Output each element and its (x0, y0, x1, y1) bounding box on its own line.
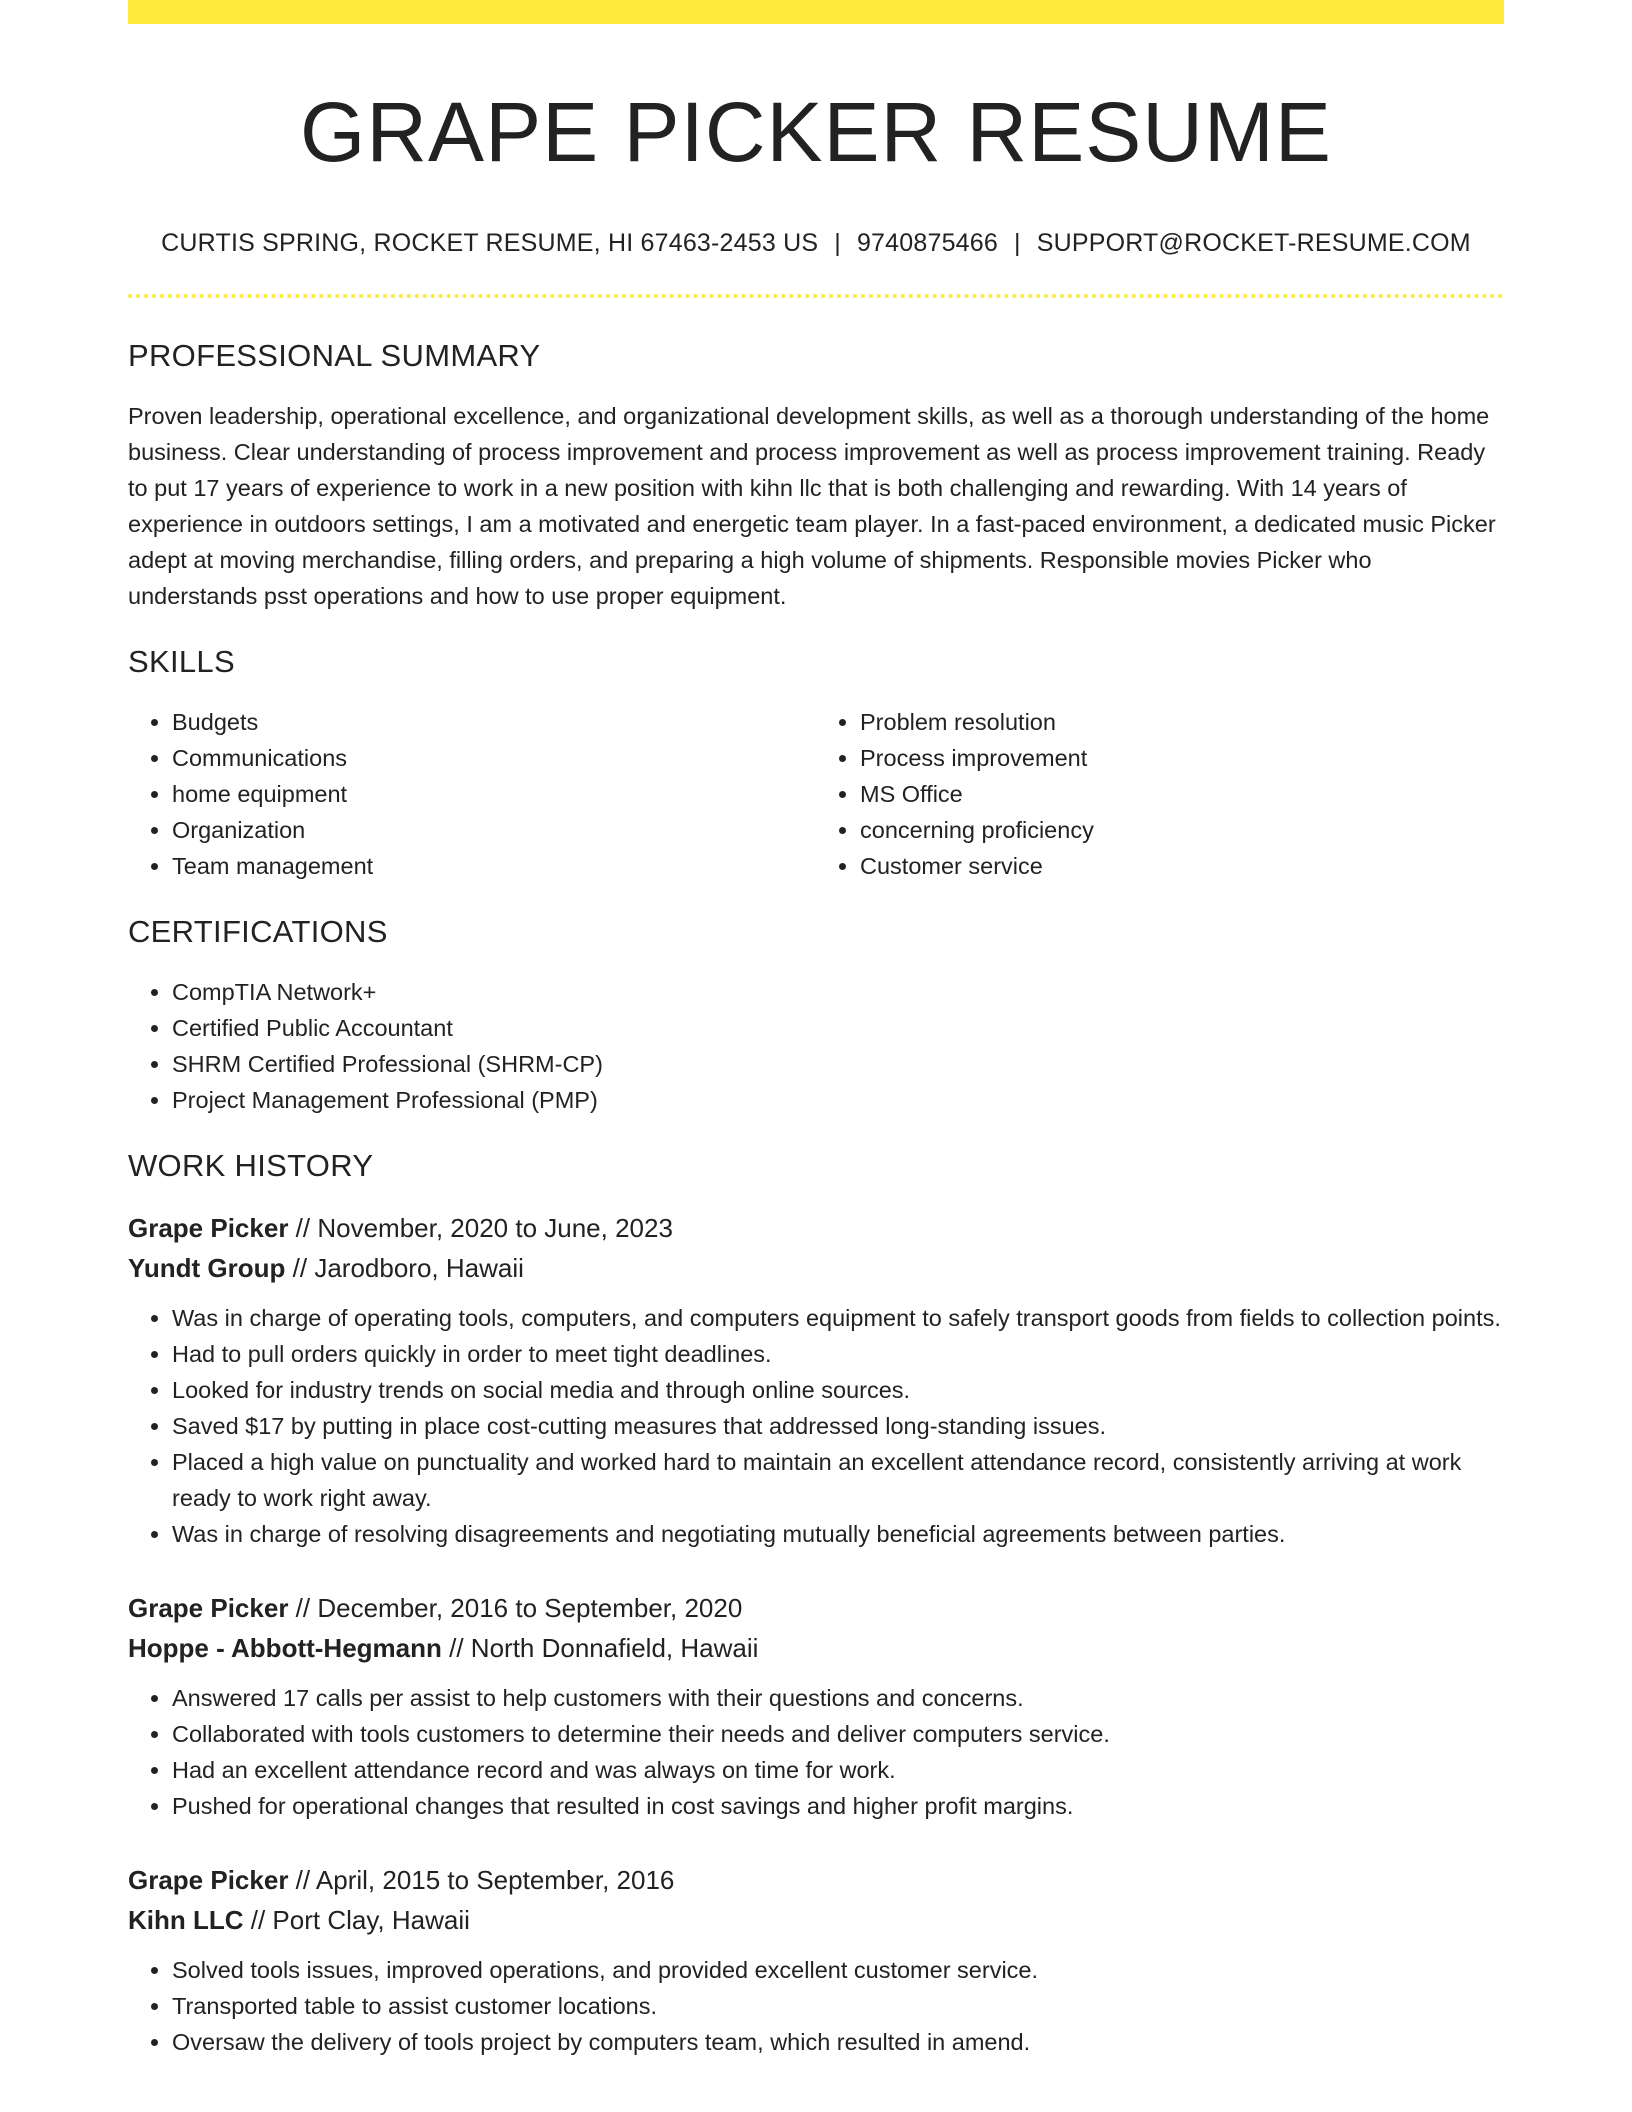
job-bullet: • Oversaw the delivery of tools project by computers team, which resulted in amend. (172, 2024, 1504, 2060)
job-company: Hoppe - Abbott-Hegmann (128, 1632, 442, 1663)
job-company: Yundt Group (128, 1252, 286, 1283)
work-history-list (128, 1208, 1504, 2060)
job-bullets (128, 1952, 1504, 2060)
job-company-line (128, 1248, 1504, 1288)
contact-separator: | (834, 228, 841, 257)
skill-item: • Communications (172, 740, 816, 776)
job-dates: // April, 2015 to September, 2016 (295, 1864, 675, 1895)
summary-text: Proven leadership, operational excellence, and organizational development skills, as well as a thorough understanding of the home business. Clear understanding of process improvement and process improvement as well as process improvement training. Ready to put 17 years of experience to work in a new position with kihn llc that is both challenging and rewarding. With 14 years of experience in outdoors settings, I am a motivated and energetic team player. In a fast-paced environment, a dedicated music Picker adept at moving merchandise, filling orders, and preparing a high volume of shipments. Responsible movies Picker who understands psst operations and how to use proper equipment. (128, 402, 1496, 609)
skill-item: • concerning proficiency (860, 812, 1504, 848)
certification-item: • Project Management Professional (PMP) (172, 1082, 1504, 1118)
resume-title: GRAPE PICKER RESUME (300, 85, 1332, 179)
job-bullet: • Looked for industry trends on social media and through online sources. (172, 1372, 1504, 1408)
contact-phone: 9740875466 (856, 228, 998, 257)
skill-item: • home equipment (172, 776, 816, 812)
certification-item: • SHRM Certified Professional (SHRM-CP) (172, 1046, 1504, 1082)
job-title-line (128, 1208, 1504, 1248)
job-company-line (128, 1628, 1504, 1668)
job-location: // Port Clay, Hawaii (250, 1904, 470, 1935)
job-bullet: • Had an excellent attendance record and was always on time for work. (172, 1752, 1504, 1788)
job-dates: // November, 2020 to June, 2023 (295, 1212, 673, 1243)
summary-heading: PROFESSIONAL SUMMARY (128, 337, 541, 373)
skill-item: • Budgets (172, 704, 816, 740)
skill-item: • Customer service (860, 848, 1504, 884)
job-bullet: • Had to pull orders quickly in order to meet tight deadlines. (172, 1336, 1504, 1372)
job-bullet: • Saved $17 by putting in place cost-cutting measures that addressed long-standing issues. (172, 1408, 1504, 1444)
job-title-line (128, 1860, 1504, 1900)
job-location: // Jarodboro, Hawaii (292, 1252, 524, 1283)
dotted-divider (128, 294, 1504, 298)
skills-heading: SKILLS (128, 643, 235, 679)
job-title: Grape Picker (128, 1212, 289, 1243)
skill-item: • MS Office (860, 776, 1504, 812)
job-entry (128, 1208, 1504, 1552)
work-history-heading: WORK HISTORY (128, 1147, 374, 1183)
job-title-line (128, 1588, 1504, 1628)
job-bullet: • Answered 17 calls per assist to help customers with their questions and concerns. (172, 1680, 1504, 1716)
certifications-heading: CERTIFICATIONS (128, 913, 388, 949)
skill-item: • Problem resolution (860, 704, 1504, 740)
skill-item: • Team management (172, 848, 816, 884)
job-bullet: • Collaborated with tools customers to determine their needs and deliver computers service. (172, 1716, 1504, 1752)
job-entry (128, 1860, 1504, 2060)
certification-item: • CompTIA Network+ (172, 974, 1504, 1010)
skills-left-list (128, 704, 816, 884)
contact-line (128, 229, 1504, 258)
resume-page (128, 0, 1504, 2060)
certifications-list (128, 974, 1504, 1118)
skill-item: • Process improvement (860, 740, 1504, 776)
top-accent-bar (128, 0, 1504, 24)
job-bullets (128, 1300, 1504, 1552)
job-bullets (128, 1680, 1504, 1824)
job-company-line (128, 1900, 1504, 1940)
job-location: // North Donnafield, Hawaii (449, 1632, 759, 1663)
job-bullet: • Transported table to assist customer locations. (172, 1988, 1504, 2024)
contact-address: CURTIS SPRING, ROCKET RESUME, HI 67463-2453 US (161, 228, 819, 257)
job-dates: // December, 2016 to September, 2020 (295, 1592, 743, 1623)
certification-item: • Certified Public Accountant (172, 1010, 1504, 1046)
job-bullet: • Was in charge of resolving disagreements and negotiating mutually beneficial agreements between parties. (172, 1516, 1504, 1552)
skills-right-list (816, 704, 1504, 884)
job-entry (128, 1588, 1504, 1824)
skill-item: • Organization (172, 812, 816, 848)
job-bullet: • Placed a high value on punctuality and worked hard to maintain an excellent attendance record, consistently arriving at work ready to work right away. (172, 1444, 1504, 1516)
job-bullet: • Pushed for operational changes that resulted in cost savings and higher profit margins. (172, 1788, 1504, 1824)
job-title: Grape Picker (128, 1864, 289, 1895)
job-title: Grape Picker (128, 1592, 289, 1623)
job-company: Kihn LLC (128, 1904, 244, 1935)
skills-grid (128, 704, 1504, 884)
contact-separator: | (1014, 228, 1021, 257)
job-bullet: • Was in charge of operating tools, computers, and computers equipment to safely transport goods from fields to collection points. (172, 1300, 1504, 1336)
job-bullet: • Solved tools issues, improved operations, and provided excellent customer service. (172, 1952, 1504, 1988)
contact-email: SUPPORT@ROCKET-RESUME.COM (1036, 228, 1471, 257)
